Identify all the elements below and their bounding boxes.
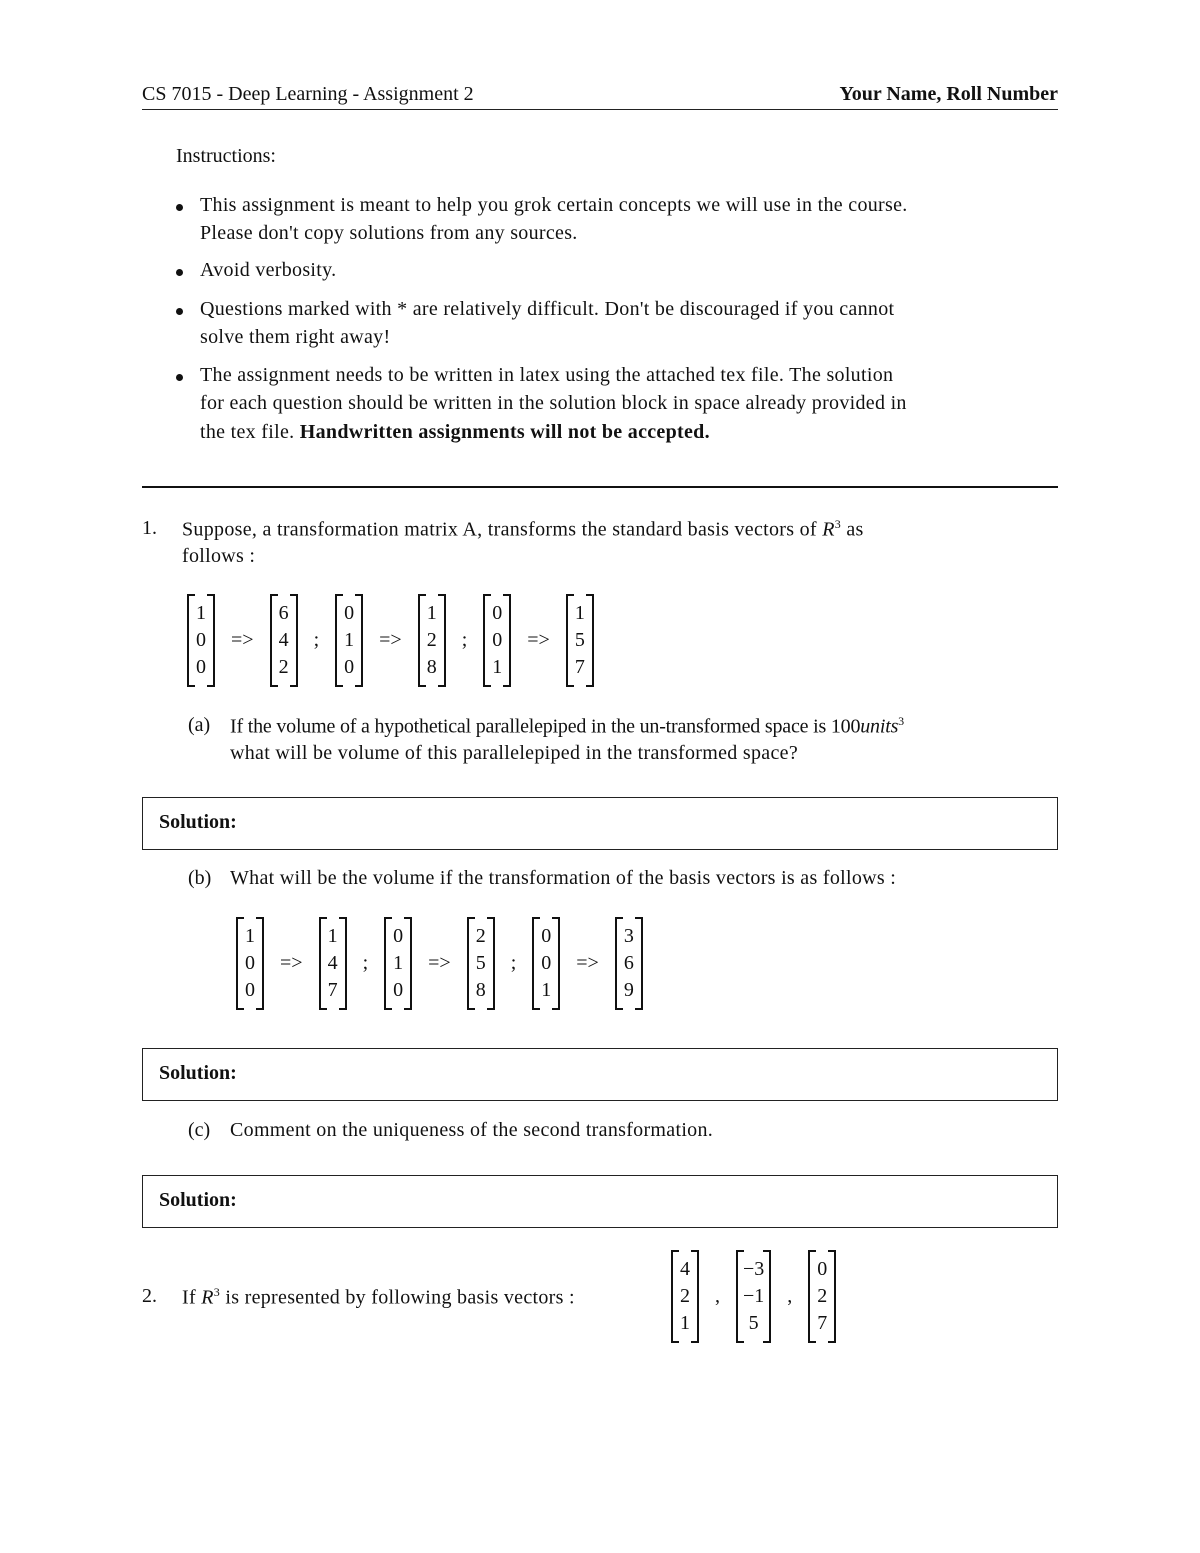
column-vector — [566, 594, 594, 687]
vector-entry: 1 — [327, 925, 338, 947]
column-vector — [483, 594, 511, 687]
q2-exp: 3 — [213, 1285, 221, 1299]
vector-entry: 1 — [574, 602, 585, 624]
q1a-exp: 3 — [898, 714, 904, 728]
vector-entry: 0 — [196, 629, 206, 651]
solution-label: Solution: — [159, 1062, 237, 1084]
vector-entry: 2 — [680, 1285, 690, 1307]
instruction-line: Questions marked with * are relatively difficult. Don't be discouraged if you cannot — [200, 298, 895, 320]
q1-exp: 3 — [834, 517, 842, 531]
instruction-line: Please don't copy solutions from any sources. — [200, 222, 578, 244]
q1b-label: (b) — [188, 867, 212, 889]
header-course-title: CS 7015 - Deep Learning - Assignment 2 — [142, 83, 474, 105]
vector-entry: 2 — [817, 1285, 828, 1307]
column-vector — [671, 1250, 699, 1343]
q1c-text: Comment on the uniqueness of the second transformation. — [230, 1119, 714, 1141]
operator: => — [428, 952, 451, 974]
q2-basis-vectors — [667, 1250, 840, 1343]
vector-entry: 6 — [623, 952, 634, 974]
operator: ; — [362, 952, 369, 974]
solution-box-1a[interactable] — [142, 797, 1058, 850]
vector-entry: 1 — [245, 925, 255, 947]
bullet-icon — [176, 204, 183, 211]
vector-entry: 7 — [327, 979, 338, 1001]
q1a-label: (a) — [188, 714, 211, 736]
instruction-line — [200, 421, 710, 444]
vector-entry: 2 — [278, 656, 289, 678]
vector-entry: 1 — [344, 629, 355, 651]
operator: , — [787, 1285, 793, 1307]
instruction-line: This assignment is meant to help you grok certain concepts we will use in the course. — [200, 194, 908, 216]
instructions-title: Instructions: — [176, 145, 276, 167]
q1a-text-line2: what will be volume of this parallelepiped in the transformed space? — [230, 742, 798, 764]
q1c-label: (c) — [188, 1119, 211, 1141]
instruction-line: Avoid verbosity. — [200, 259, 337, 281]
q1-text-post: as — [841, 518, 864, 541]
q2-text-post: is represented by following basis vectors : — [220, 1286, 575, 1309]
operator: => — [379, 629, 402, 651]
vector-entry: 1 — [680, 1312, 690, 1334]
q2-text-pre: If — [182, 1286, 202, 1309]
vector-entry: 1 — [426, 602, 437, 624]
vector-entry: 0 — [245, 979, 255, 1001]
q2-number: 2. — [142, 1285, 157, 1307]
operator: , — [715, 1285, 720, 1307]
column-vector — [532, 917, 560, 1010]
solution-box-1c[interactable] — [142, 1175, 1058, 1228]
q1a-units: units — [860, 715, 899, 738]
column-vector — [736, 1250, 771, 1343]
solution-label: Solution: — [159, 1189, 237, 1211]
solution-label: Solution: — [159, 811, 237, 833]
section-rule — [142, 486, 1058, 488]
vector-entry: 1 — [492, 656, 503, 678]
q1-R: R — [822, 518, 835, 541]
vector-entry: 0 — [541, 925, 552, 947]
vector-entry: −3 — [743, 1258, 765, 1280]
column-vector — [808, 1250, 836, 1343]
operator: ; — [461, 629, 468, 651]
vector-entry: 1 — [541, 979, 552, 1001]
q1-text-pre: Suppose, a transformation matrix A, transforms the standard basis vectors of — [182, 518, 823, 541]
vector-entry: 0 — [344, 656, 355, 678]
vector-entry: 5 — [748, 1312, 759, 1334]
vector-entry: 0 — [393, 979, 404, 1001]
vector-entry: 7 — [574, 656, 585, 678]
vector-entry: 0 — [393, 925, 404, 947]
vector-entry: 5 — [475, 952, 486, 974]
vector-entry: 9 — [623, 979, 634, 1001]
vector-entry: 8 — [426, 656, 437, 678]
column-vector — [467, 917, 495, 1010]
column-vector — [319, 917, 347, 1010]
q1-text-line2: follows : — [182, 545, 256, 567]
column-vector — [615, 917, 643, 1010]
column-vector — [335, 594, 363, 687]
vector-entry: 2 — [426, 629, 437, 651]
vector-entry: 4 — [327, 952, 338, 974]
vector-entry: 0 — [245, 952, 255, 974]
vector-entry: 0 — [817, 1258, 828, 1280]
q1a-text-1: If the volume of a hypothetical parallelepiped in the un-transformed space is 100 — [230, 715, 861, 738]
header-rule — [142, 109, 1058, 110]
column-vector — [418, 594, 446, 687]
bullet-icon — [176, 269, 183, 276]
solution-box-1b[interactable] — [142, 1048, 1058, 1101]
vector-entry: 0 — [492, 602, 503, 624]
bullet-icon — [176, 374, 183, 381]
vector-entry: 7 — [817, 1312, 828, 1334]
column-vector — [236, 917, 264, 1010]
vector-entry: 2 — [475, 925, 486, 947]
bullet-icon — [176, 308, 183, 315]
vector-entry: 0 — [541, 952, 552, 974]
vector-entry: 4 — [680, 1258, 690, 1280]
q1a-text — [230, 714, 904, 739]
instruction-line: solve them right away! — [200, 326, 391, 348]
q1-equation-1 — [183, 594, 598, 687]
instruction-line: for each question should be written in the solution block in space already provided in — [200, 392, 907, 414]
instruction-text: the tex file. — [200, 421, 295, 443]
q1b-text: What will be the volume if the transformation of the basis vectors is as follows : — [230, 867, 897, 889]
q1-text — [182, 517, 864, 542]
column-vector — [187, 594, 215, 687]
vector-entry: 0 — [492, 629, 503, 651]
q2-text — [182, 1285, 575, 1310]
vector-entry: 8 — [475, 979, 486, 1001]
vector-entry: 3 — [623, 925, 634, 947]
instruction-bold-warning: Handwritten assignments will not be accepted. — [299, 421, 710, 443]
vector-entry: 0 — [196, 656, 206, 678]
column-vector — [384, 917, 412, 1010]
instruction-line: The assignment needs to be written in latex using the attached tex file. The solution — [200, 364, 894, 386]
q1-number: 1. — [142, 517, 157, 539]
vector-entry: −1 — [743, 1285, 765, 1307]
operator: ; — [313, 629, 320, 651]
vector-entry: 5 — [574, 629, 585, 651]
q2-R: R — [201, 1286, 214, 1309]
header-author: Your Name, Roll Number — [839, 83, 1058, 105]
operator: => — [280, 952, 303, 974]
vector-entry: 6 — [278, 602, 289, 624]
operator: ; — [510, 952, 517, 974]
vector-entry: 0 — [344, 602, 355, 624]
vector-entry: 4 — [278, 629, 289, 651]
operator: => — [576, 952, 599, 974]
q1-equation-2 — [232, 917, 647, 1010]
vector-entry: 1 — [393, 952, 404, 974]
operator: => — [527, 629, 550, 651]
column-vector — [270, 594, 298, 687]
operator: => — [231, 629, 254, 651]
vector-entry: 1 — [196, 602, 206, 624]
